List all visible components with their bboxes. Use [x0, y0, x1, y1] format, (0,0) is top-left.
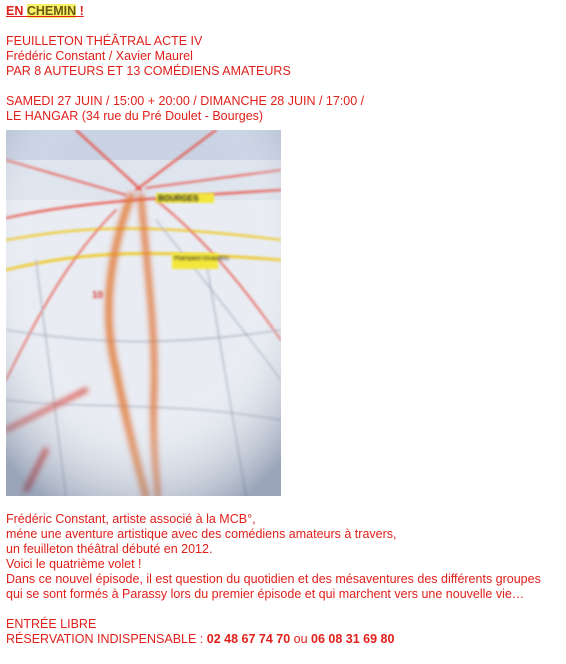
description-line: un feuilleton théâtral débuté en 2012.: [6, 542, 213, 556]
schedule-venue: LE HANGAR (34 rue du Pré Doulet - Bourges): [6, 109, 264, 123]
description-line: Frédéric Constant, artiste associé à la MCB°,: [6, 512, 256, 526]
or-text: ou: [290, 632, 312, 646]
title-highlight: CHEMIN: [26, 4, 77, 18]
title-prefix: EN: [6, 4, 27, 18]
entry-text: ENTRÉE LIBRE: [6, 617, 97, 631]
reservation-line: [6, 632, 562, 647]
title-suffix: !: [76, 4, 84, 18]
schedule-dates: SAMEDI 27 JUIN / 15:00 + 20:00 / DIMANCHE 28 JUIN / 17:00 /: [6, 94, 365, 108]
page-title[interactable]: [6, 4, 562, 19]
booking-info: [6, 617, 562, 647]
description-line: méne une aventure artistique avec des comédiens amateurs à travers,: [6, 527, 397, 541]
description-line: qui se sont formés à Parassy lors du premier épisode et qui marchent vers une nouvelle vie…: [6, 587, 525, 601]
description: [6, 512, 562, 602]
map-photo: [6, 130, 281, 496]
show-subtitle: FEUILLETON THÉÂTRAL ACTE IV: [6, 34, 203, 48]
phone-number-2[interactable]: 06 08 31 69 80: [311, 632, 395, 646]
map-image: [6, 130, 281, 496]
page-content: [6, 4, 562, 647]
description-line: Voici le quatrième volet !: [6, 557, 142, 571]
show-cast: PAR 8 AUTEURS ET 13 COMÉDIENS AMATEURS: [6, 64, 291, 78]
show-authors: Frédéric Constant / Xavier Maurel: [6, 49, 193, 63]
phone-number-1[interactable]: 02 48 67 74 70: [206, 632, 291, 646]
show-info: [6, 34, 562, 79]
description-line: Dans ce nouvel épisode, il est question du quotidien et des mésaventures des différents groupes: [6, 572, 541, 586]
show-schedule: [6, 94, 562, 124]
reservation-label: RÉSERVATION INDISPENSABLE :: [6, 632, 207, 646]
